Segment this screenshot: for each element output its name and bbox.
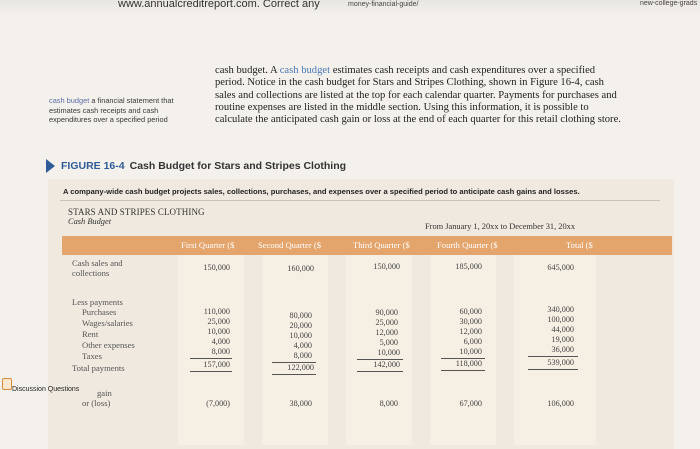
cell-purchases-q4: 60,000 (459, 307, 482, 316)
cell-taxes-q1: 8,000 (211, 347, 230, 356)
cell-cash-sales-q4: 185,000 (455, 262, 482, 271)
total-rule-q3 (357, 371, 403, 372)
column-header-q2: Second Quarter ($ (258, 240, 321, 250)
cell-purchases-q1: 110,000 (203, 307, 230, 316)
cell-cash-sales-total: 645,000 (547, 263, 574, 272)
cell-taxes-q3: 10,000 (377, 348, 400, 357)
row-label-cash-sales: Cash sales and (72, 258, 123, 268)
cell-cash-sales-q3: 150,000 (373, 262, 400, 271)
row-label-total-payments: Total payments (72, 363, 125, 373)
sum-rule-total (528, 356, 578, 357)
row-label-wages: Wages/salaries (82, 318, 133, 328)
margin-definition (49, 96, 199, 125)
cell-rent-q1: 10,000 (207, 327, 230, 336)
cell-purchases-q2: 80,000 (289, 311, 312, 320)
body-paragraph (215, 65, 625, 126)
row-label-rent: Rent (82, 329, 99, 339)
cell-total-payments-q2: 122,000 (287, 363, 314, 372)
cell-rent-q2: 10,000 (289, 331, 312, 340)
figure-caption: A company-wide cash budget projects sales, collections, purchases, and expenses over a specified period to anticipate cash gains and losses. (63, 187, 580, 196)
cell-purchases-total: 340,000 (547, 305, 574, 314)
cell-taxes-q2: 8,000 (293, 351, 312, 360)
discussion-questions-tab[interactable]: Discussion Questions (12, 386, 80, 393)
paragraph-prefix: cash budget. A (215, 65, 280, 76)
url-text-2: money-financial-guide/ (348, 1, 419, 8)
definition-term: cash budget (49, 96, 90, 105)
cell-other-q2: 4,000 (293, 341, 312, 350)
row-label-purchases: Purchases (82, 307, 117, 317)
cell-purchases-q3: 90,000 (375, 308, 398, 317)
total-rule-q1 (190, 371, 232, 372)
row-label-other: Other expenses (82, 340, 135, 350)
figure-arrow-icon (46, 159, 55, 173)
cell-other-total: 19,000 (551, 335, 574, 344)
sum-rule-q1 (190, 358, 232, 359)
cell-other-q1: 4,000 (211, 337, 230, 346)
paragraph-rest: estimates cash receipts and cash expenditures over a specified period. Notice in the cash budget for Stars and Stripes Clothing, shown in Figure 16-4, cash sales and collections are listed at the top for each calendar quarter. Payments for purchases and routine expenses are listed in the middle section. Using this information, it is possible to calculate the anticipated cash gain or loss at the end of each quarter for this retail clothing store. (215, 65, 621, 126)
column-header-q4: Fourth Quarter ($ (437, 240, 498, 250)
cell-other-q4: 6,000 (463, 337, 482, 346)
cell-total-payments-q4: 118,000 (455, 359, 482, 368)
budget-period: From January 1, 20xx to December 31, 20xx (425, 222, 576, 231)
cell-wages-q3: 25,000 (375, 318, 398, 327)
total-rule-q4 (441, 370, 485, 371)
cell-gain-q4: 67,000 (459, 399, 482, 408)
cell-cash-sales-q1: 150,000 (203, 263, 230, 272)
cell-wages-q2: 20,000 (289, 321, 312, 330)
cell-gain-q2: 38,000 (289, 399, 312, 408)
figure-title-text: Cash Budget for Stars and Stripes Clothing (129, 160, 347, 172)
caption-divider (60, 200, 660, 201)
cell-rent-q4: 12,000 (459, 327, 482, 336)
budget-name: Cash Budget (68, 217, 112, 226)
cell-rent-total: 44,000 (551, 325, 574, 334)
cell-wages-q1: 25,000 (207, 317, 230, 326)
column-header-total: Total ($ (566, 240, 593, 250)
cell-gain-q1: (7,000) (206, 399, 230, 408)
cell-gain-total: 106,000 (547, 399, 574, 408)
paragraph-highlight: cash budget (279, 65, 331, 76)
cell-gain-q3: 8,000 (379, 399, 398, 408)
url-text: www.annualcreditreport.com. Correct any (118, 0, 320, 10)
column-header-q3: Third Quarter ($ (353, 240, 410, 250)
row-label-loss: or (loss) (82, 398, 111, 408)
cell-taxes-q4: 10,000 (459, 347, 482, 356)
total-rule-q2 (272, 374, 316, 375)
figure-title (46, 158, 346, 174)
definition-text: a financial statement that estimates cash receipts and cash expenditures over a specified period (49, 96, 174, 124)
cell-total-payments-q3: 142,000 (373, 360, 400, 369)
row-label-less-payments: Less payments (72, 297, 123, 307)
row-label-taxes: Taxes (82, 351, 102, 361)
cell-cash-sales-q2: 160,000 (287, 264, 314, 273)
row-label-collections: collections (72, 268, 110, 278)
row-label-gain: gain (97, 388, 112, 398)
browser-url-bar[interactable] (0, 0, 700, 14)
cell-wages-total: 100,000 (547, 315, 574, 324)
url-text-3: new-college-grads (640, 0, 698, 7)
cell-other-q3: 5,000 (379, 338, 398, 347)
cell-total-payments-q1: 157,000 (203, 360, 230, 369)
company-name: STARS AND STRIPES CLOTHING (68, 207, 205, 217)
column-header-q1: First Quarter ($ (181, 240, 235, 250)
cell-rent-q3: 12,000 (375, 328, 398, 337)
cell-taxes-total: 36,000 (551, 345, 574, 354)
cell-wages-q4: 30,000 (459, 317, 482, 326)
figure-label: FIGURE 16-4 (61, 160, 125, 172)
total-rule-total (528, 369, 578, 370)
cell-total-payments-total: 539,000 (547, 358, 574, 367)
